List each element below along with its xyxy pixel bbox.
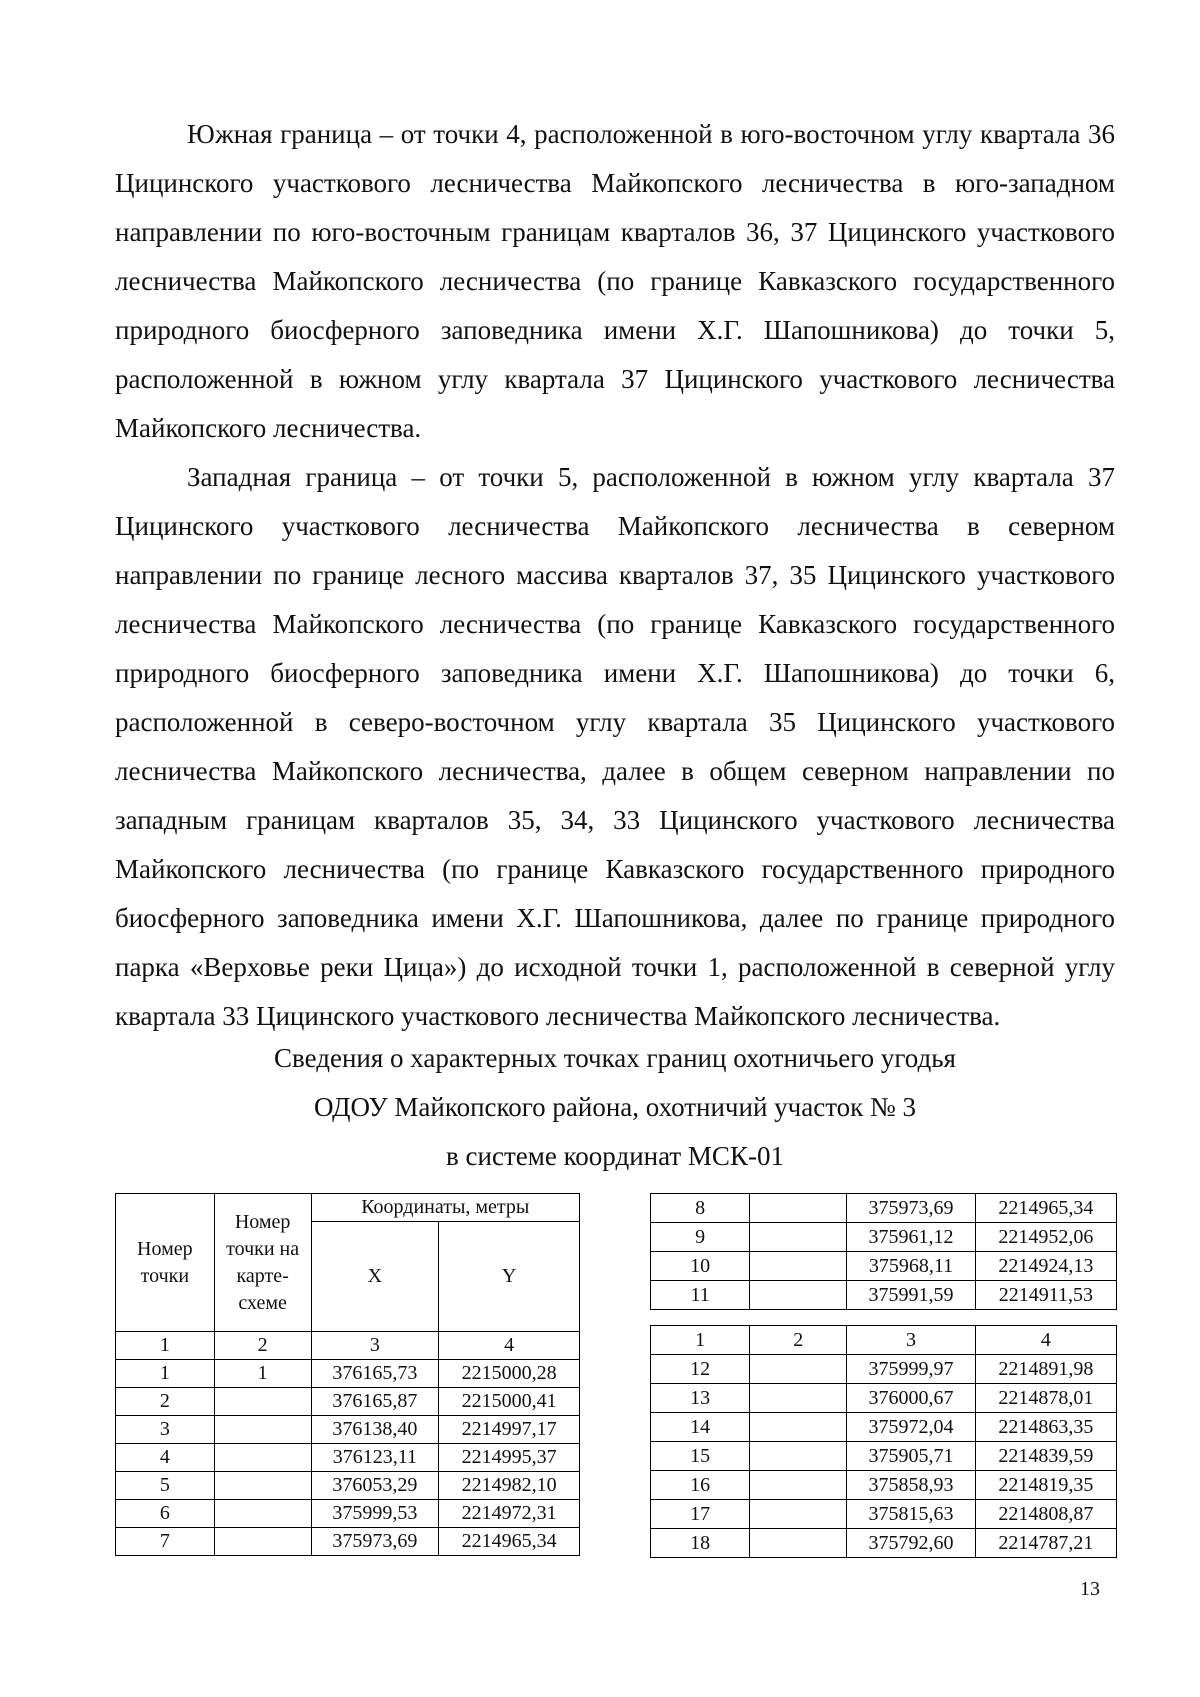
- table-row: [651, 1355, 1117, 1384]
- table-caption-line-3: в системе координат МСК-01: [446, 1141, 784, 1171]
- cell-y: 2214924,13: [975, 1252, 1116, 1281]
- cell-scheme-number: [214, 1500, 311, 1528]
- cell-x: 375858,93: [847, 1471, 975, 1500]
- column-number: 1: [116, 1332, 215, 1360]
- cell-x: 375973,69: [847, 1194, 975, 1223]
- cell-point-number: 18: [651, 1529, 750, 1558]
- cell-scheme-number: 1: [214, 1360, 311, 1388]
- cell-y: 2214972,31: [439, 1500, 580, 1528]
- table-row: [116, 1528, 580, 1556]
- table-row: [651, 1384, 1117, 1413]
- table-row: [651, 1252, 1117, 1281]
- header-scheme-number: Номер точки на карте-схеме: [214, 1194, 311, 1332]
- cell-scheme-number: [214, 1416, 311, 1444]
- header-y: Y: [439, 1222, 580, 1332]
- cell-point-number: 5: [116, 1472, 215, 1500]
- page-number: 13: [1080, 1578, 1100, 1600]
- cell-y: 2215000,41: [439, 1388, 580, 1416]
- cell-point-number: 9: [651, 1223, 750, 1252]
- table-row: [116, 1444, 580, 1472]
- cell-scheme-number: [750, 1471, 847, 1500]
- table-row: [116, 1472, 580, 1500]
- table-row: [651, 1529, 1117, 1558]
- cell-y: 2215000,28: [439, 1360, 580, 1388]
- header-coordinates: Координаты, метры: [311, 1194, 579, 1222]
- coordinates-table-right-top: [650, 1193, 1117, 1310]
- table-row: [651, 1413, 1117, 1442]
- cell-x: 376123,11: [311, 1444, 439, 1472]
- cell-x: 375968,11: [847, 1252, 975, 1281]
- cell-scheme-number: [214, 1472, 311, 1500]
- table-left-body: [116, 1360, 580, 1556]
- column-number: 1: [651, 1326, 750, 1355]
- cell-y: 2214863,35: [975, 1413, 1116, 1442]
- table-row: [651, 1471, 1117, 1500]
- cell-y: 2214952,06: [975, 1223, 1116, 1252]
- table-caption-line-2: ОДОУ Майкопского района, охотничий участок № 3: [313, 1092, 917, 1122]
- table-row: [116, 1416, 580, 1444]
- column-number: 2: [750, 1326, 847, 1355]
- cell-y: 2214997,17: [439, 1416, 580, 1444]
- cell-point-number: 8: [651, 1194, 750, 1223]
- cell-point-number: 12: [651, 1355, 750, 1384]
- cell-point-number: 14: [651, 1413, 750, 1442]
- cell-scheme-number: [214, 1444, 311, 1472]
- table-row: [116, 1500, 580, 1528]
- cell-point-number: 4: [116, 1444, 215, 1472]
- cell-y: 2214808,87: [975, 1500, 1116, 1529]
- cell-y: 2214787,21: [975, 1529, 1116, 1558]
- column-number: 3: [311, 1332, 439, 1360]
- table-row: [651, 1442, 1117, 1471]
- cell-x: 375991,59: [847, 1281, 975, 1310]
- cell-x: 375972,04: [847, 1413, 975, 1442]
- cell-scheme-number: [750, 1194, 847, 1223]
- cell-scheme-number: [750, 1500, 847, 1529]
- cell-x: 375973,69: [311, 1528, 439, 1556]
- column-number: 3: [847, 1326, 975, 1355]
- column-number: 4: [439, 1332, 580, 1360]
- cell-point-number: 13: [651, 1384, 750, 1413]
- cell-scheme-number: [750, 1529, 847, 1558]
- cell-point-number: 10: [651, 1252, 750, 1281]
- cell-x: 375961,12: [847, 1223, 975, 1252]
- cell-x: 376165,87: [311, 1388, 439, 1416]
- table-row: [116, 1360, 580, 1388]
- cell-point-number: 6: [116, 1500, 215, 1528]
- cell-y: 2214965,34: [439, 1528, 580, 1556]
- table-row: [651, 1281, 1117, 1310]
- cell-x: 375905,71: [847, 1442, 975, 1471]
- cell-point-number: 2: [116, 1388, 215, 1416]
- table-row: [116, 1388, 580, 1416]
- cell-x: 375815,63: [847, 1500, 975, 1529]
- table-row: [651, 1500, 1117, 1529]
- cell-scheme-number: [750, 1384, 847, 1413]
- paragraph-south-boundary: Южная граница – от точки 4, расположенной в юго-восточном углу квартала 36 Цицинского участкового лесничества Майкопского лесничества в юго-западном направлении по юго-восточным границам кварталов 36, 37 Цицинского участкового лесничества Майкопского лесничества (по границе Кавказского государственного природного биосферного заповедника имени Х.Г. Шапошникова) до точки 5, расположенной в южном углу квартала 37 Цицинского участкового лесничества Майкопского лесничества.: [115, 119, 1115, 443]
- table-right-top-body: [651, 1194, 1117, 1310]
- cell-x: 375999,97: [847, 1355, 975, 1384]
- cell-x: 375792,60: [847, 1529, 975, 1558]
- cell-scheme-number: [750, 1413, 847, 1442]
- cell-x: 376000,67: [847, 1384, 975, 1413]
- cell-x: 376165,73: [311, 1360, 439, 1388]
- cell-x: 375999,53: [311, 1500, 439, 1528]
- cell-scheme-number: [750, 1442, 847, 1471]
- coordinates-table-left: [115, 1193, 580, 1556]
- cell-y: 2214995,37: [439, 1444, 580, 1472]
- cell-x: 376053,29: [311, 1472, 439, 1500]
- cell-x: 376138,40: [311, 1416, 439, 1444]
- cell-scheme-number: [214, 1388, 311, 1416]
- cell-scheme-number: [750, 1223, 847, 1252]
- cell-y: 2214839,59: [975, 1442, 1116, 1471]
- cell-y: 2214878,01: [975, 1384, 1116, 1413]
- cell-point-number: 1: [116, 1360, 215, 1388]
- cell-scheme-number: [214, 1528, 311, 1556]
- table-caption-line-1: Сведения о характерных точках границ охотничьего угодья: [274, 1043, 956, 1073]
- cell-point-number: 15: [651, 1442, 750, 1471]
- table-row: [651, 1223, 1117, 1252]
- cell-scheme-number: [750, 1252, 847, 1281]
- column-number: 2: [214, 1332, 311, 1360]
- cell-y: 2214911,53: [975, 1281, 1116, 1310]
- coordinates-table-right-bottom: [650, 1325, 1117, 1558]
- cell-y: 2214965,34: [975, 1194, 1116, 1223]
- cell-scheme-number: [750, 1355, 847, 1384]
- cell-point-number: 3: [116, 1416, 215, 1444]
- column-number: 4: [975, 1326, 1116, 1355]
- cell-point-number: 7: [116, 1528, 215, 1556]
- cell-y: 2214891,98: [975, 1355, 1116, 1384]
- cell-y: 2214982,10: [439, 1472, 580, 1500]
- cell-point-number: 16: [651, 1471, 750, 1500]
- header-point-number: Номер точки: [116, 1194, 215, 1332]
- table-row: [651, 1194, 1117, 1223]
- cell-scheme-number: [750, 1281, 847, 1310]
- table-right-bottom-body: [651, 1355, 1117, 1558]
- column-number-row: [651, 1326, 1117, 1355]
- paragraph-west-boundary: Западная граница – от точки 5, расположенной в южном углу квартала 37 Цицинского участкового лесничества Майкопского лесничества в северном направлении по границе лесного массива кварталов 37, 35 Цицинского участкового лесничества Майкопского лесничества (по границе Кавказского государственного природного биосферного заповедника имени Х.Г. Шапошникова) до точки 6, расположенной в северо-восточном углу квартала 35 Цицинского участкового лесничества Майкопского лесничества, далее в общем северном направлении по западным границам кварталов 35, 34, 33 Цицинского участкового лесничества Майкопского лесничества (по границе Кавказского государственного природного биосферного заповедника имени Х.Г. Шапошникова, далее по границе природного парка «Верховье реки Цица») до исходной точки 1, расположенной в северной углу квартала 33 Цицинского участкового лесничества Майкопского лесничества.: [115, 462, 1115, 1031]
- column-number-row: [116, 1332, 580, 1360]
- header-x: X: [311, 1222, 439, 1332]
- cell-point-number: 11: [651, 1281, 750, 1310]
- cell-point-number: 17: [651, 1500, 750, 1529]
- cell-y: 2214819,35: [975, 1471, 1116, 1500]
